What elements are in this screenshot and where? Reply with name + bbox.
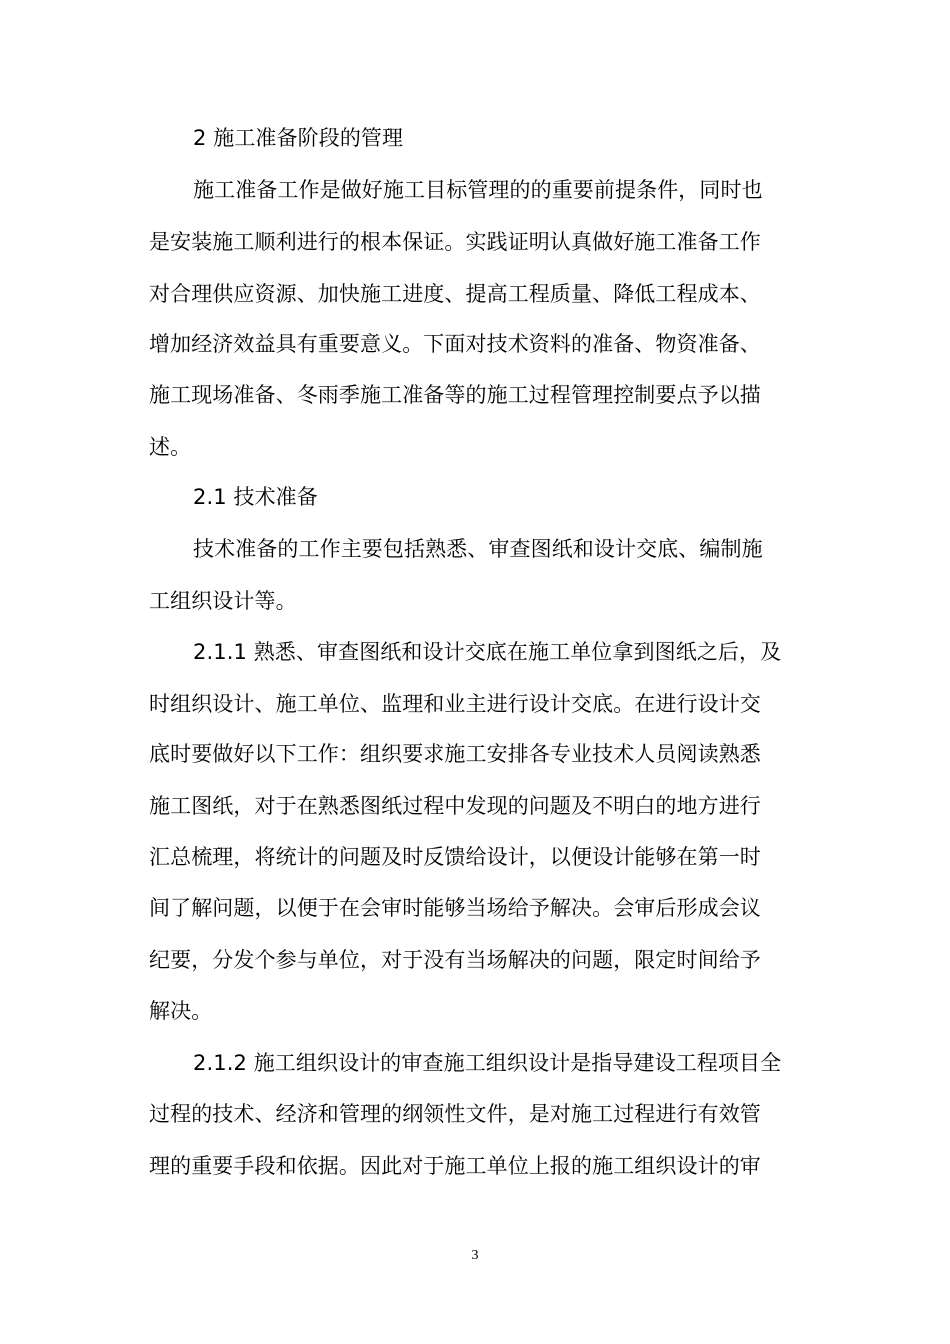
section-heading: 2 施工准备阶段的管理 — [193, 126, 404, 150]
paragraph-line: 2.1.2 施工组织设计的审查施工组织设计是指导建设工程项目全 — [193, 1051, 782, 1075]
paragraph-line: 汇总梳理，将统计的问题及时反馈给设计，以便设计能够在第一时 — [149, 845, 761, 869]
paragraph-line: 时组织设计、施工单位、监理和业主进行设计交底。在进行设计交 — [149, 692, 761, 716]
paragraph-line: 过程的技术、经济和管理的纲领性文件，是对施工过程进行有效管 — [149, 1102, 761, 1126]
paragraph-line: 2.1.1 熟悉、审查图纸和设计交底在施工单位拿到图纸之后，及 — [193, 640, 782, 664]
paragraph-line: 间了解问题，以便于在会审时能够当场给予解决。会审后形成会议 — [149, 896, 761, 920]
paragraph-line: 理的重要手段和依据。因此对于施工单位上报的施工组织设计的审 — [149, 1154, 761, 1178]
paragraph-line: 底时要做好以下工作：组织要求施工安排各专业技术人员阅读熟悉 — [149, 742, 761, 766]
paragraph-line: 工组织设计等。 — [149, 589, 297, 613]
paragraph-line: 施工图纸，对于在熟悉图纸过程中发现的问题及不明白的地方进行 — [149, 794, 761, 818]
paragraph-line: 解决。 — [149, 999, 213, 1023]
paragraph-line: 增加经济效益具有重要意义。下面对技术资料的准备、物资准备、 — [149, 332, 761, 356]
paragraph-line: 对合理供应资源、加快施工进度、提高工程质量、降低工程成本、 — [149, 282, 761, 306]
paragraph-line: 是安装施工顺利进行的根本保证。实践证明认真做好施工准备工作 — [149, 230, 761, 254]
paragraph-line: 纪要，分发个参与单位，对于没有当场解决的问题，限定时间给予 — [149, 948, 761, 972]
subsection-heading: 2.1 技术准备 — [193, 485, 318, 509]
paragraph-line: 施工准备工作是做好施工目标管理的的重要前提条件，同时也 — [193, 178, 763, 202]
page-number: 3 — [471, 1248, 479, 1263]
paragraph-line: 施工现场准备、冬雨季施工准备等的施工过程管理控制要点予以描 — [149, 383, 761, 407]
paragraph-line: 述。 — [149, 435, 192, 459]
paragraph-line: 技术准备的工作主要包括熟悉、审查图纸和设计交底、编制施 — [193, 537, 763, 561]
